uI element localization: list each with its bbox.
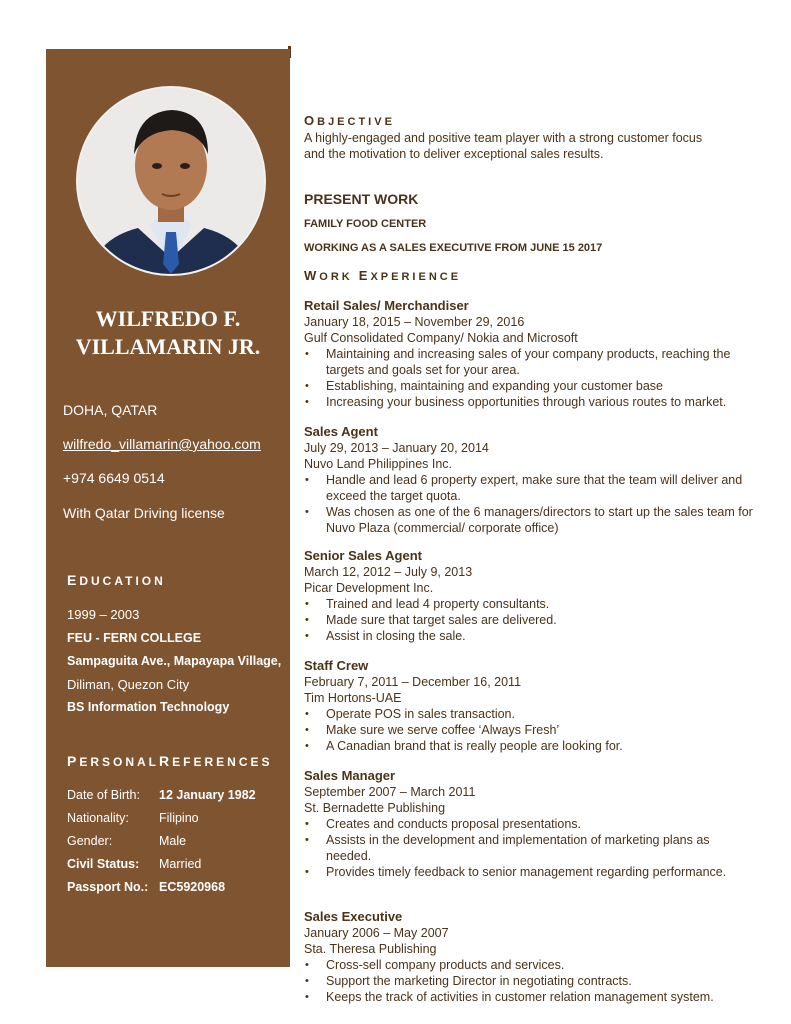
references-heading-eferences: EFERENCES [172,755,273,769]
job-duty: • Creates and conducts proposal presentations. [304,816,754,832]
name-line-1: WILFREDO F. [95,306,241,331]
education-address-2: Diliman, Quezon City [67,677,190,692]
education-heading-initial: E [67,572,80,588]
present-company: FAMILY FOOD CENTER [304,218,427,230]
job-entry [304,768,754,880]
work-heading-w: W [304,268,320,283]
job-duty: • Establishing, maintaining and expanding your customer base [304,378,754,394]
references-heading [67,753,273,769]
job-dates: September 2007 – March 2011 [304,785,476,799]
job-duty: • Handle and lead 6 property expert, make sure that the team will deliver and exceed the target quota. [304,472,754,504]
references-heading-ersonal: ERSONAL [79,755,160,769]
job-duty: • Trained and lead 4 property consultants. [304,596,754,612]
main-content [304,0,774,1024]
work-heading-ork: ORK [319,271,353,283]
job-duty: • Keeps the track of activities in customer relation management system. [304,989,754,1005]
work-experience-heading [304,268,461,283]
objective-line-2: and the motivation to deliver exceptional sales results. [304,147,604,161]
work-heading-e: E [358,268,371,283]
job-company: Nuvo Land Philippines Inc. [304,457,453,471]
reference-value: EC5920968 [159,880,226,894]
education-heading [67,572,166,588]
job-title: Sales Manager [304,768,396,783]
objective-heading-rest: BJECTIVE [317,116,395,128]
job-duty: • Support the marketing Director in negotiating contracts. [304,973,754,989]
job-dates: February 7, 2011 – December 16, 2011 [304,675,522,689]
present-work-heading: PRESENT WORK [304,191,419,207]
work-heading-xperience: XPERIENCE [370,271,462,283]
reference-label: Date of Birth: [67,788,140,802]
reference-value: Filipino [159,811,199,825]
job-entry [304,298,754,410]
job-duties [304,706,754,754]
education-degree: BS Information Technology [67,700,230,714]
reference-label: Passport No.: [67,880,149,894]
profile-photo-icon [78,88,264,274]
job-duty: • Made sure that target sales are delivered. [304,612,754,628]
present-position: WORKING AS A SALES EXECUTIVE FROM JUNE 15 2017 [304,242,603,254]
profile-photo [76,86,266,276]
email-link[interactable]: wilfredo_villamarin@yahoo.com [63,436,261,452]
job-duty: • Assist in closing the sale. [304,628,754,644]
job-company: St. Bernadette Publishing [304,801,446,815]
education-heading-rest: DUCATION [79,574,166,588]
location: DOHA, QATAR [63,402,158,418]
job-duty: • A Canadian brand that is really people are looking for. [304,738,754,754]
reference-value: 12 January 1982 [159,788,256,802]
reference-label: Gender: [67,834,113,848]
job-company: Gulf Consolidated Company/ Nokia and Microsoft [304,331,578,345]
job-duty: • Provides timely feedback to senior management regarding performance. [304,864,754,880]
objective-line-1: A highly-engaged and positive team player with a strong customer focus [304,131,703,145]
job-duty: • Make sure we serve coffee ‘Always Fresh’ [304,722,754,738]
job-company: Sta. Theresa Publishing [304,942,437,956]
job-duty: • Assists in the development and implementation of marketing plans as needed. [304,832,754,864]
job-title: Sales Executive [304,909,403,924]
references-heading-p: P [67,753,80,769]
job-entry [304,909,754,1005]
candidate-name [46,305,290,361]
education-years: 1999 – 2003 [67,607,140,622]
education-school: FEU - FERN COLLEGE [67,631,202,645]
job-title: Senior Sales Agent [304,548,422,563]
job-dates: March 12, 2012 – July 9, 2013 [304,565,473,579]
job-duty: • Cross-sell company products and services. [304,957,754,973]
job-duty: • Maintaining and increasing sales of your company products, reaching the targets and goals set for your area. [304,346,754,378]
job-duty: • Increasing your business opportunities through various routes to market. [304,394,754,410]
reference-label: Nationality: [67,811,129,825]
references-heading-r: R [159,753,173,769]
job-entry [304,658,754,754]
job-entry [304,424,754,536]
job-duties [304,472,754,536]
driving-license: With Qatar Driving license [63,505,225,521]
education-address-1: Sampaguita Ave., Mapayapa Village, [67,654,282,668]
job-title: Staff Crew [304,658,369,673]
job-entry [304,548,754,644]
name-line-2: VILLAMARIN JR. [75,334,261,359]
job-dates: July 29, 2013 – January 20, 2014 [304,441,489,455]
job-dates: January 18, 2015 – November 29, 2016 [304,315,525,329]
objective-heading [304,113,395,128]
job-company: Picar Development Inc. [304,581,434,595]
phone: +974 6649 0514 [63,470,165,486]
reference-label: Civil Status: [67,857,140,871]
job-dates: January 2006 – May 2007 [304,926,449,940]
job-duties [304,596,754,644]
job-title: Sales Agent [304,424,378,439]
job-company: Tim Hortons-UAE [304,691,402,705]
sidebar [46,49,290,967]
reference-value: Married [159,857,202,871]
job-duties [304,346,754,410]
objective-heading-initial: O [304,113,318,128]
job-title: Retail Sales/ Merchandiser [304,298,469,313]
job-duty: • Was chosen as one of the 6 managers/directors to start up the sales team for Nuvo Plaza (commercial/ corporate office) [304,504,754,536]
reference-value: Male [159,834,187,848]
objective-text [304,130,744,162]
job-duties [304,957,754,1005]
job-duties [304,816,754,880]
job-duty: • Operate POS in sales transaction. [304,706,754,722]
